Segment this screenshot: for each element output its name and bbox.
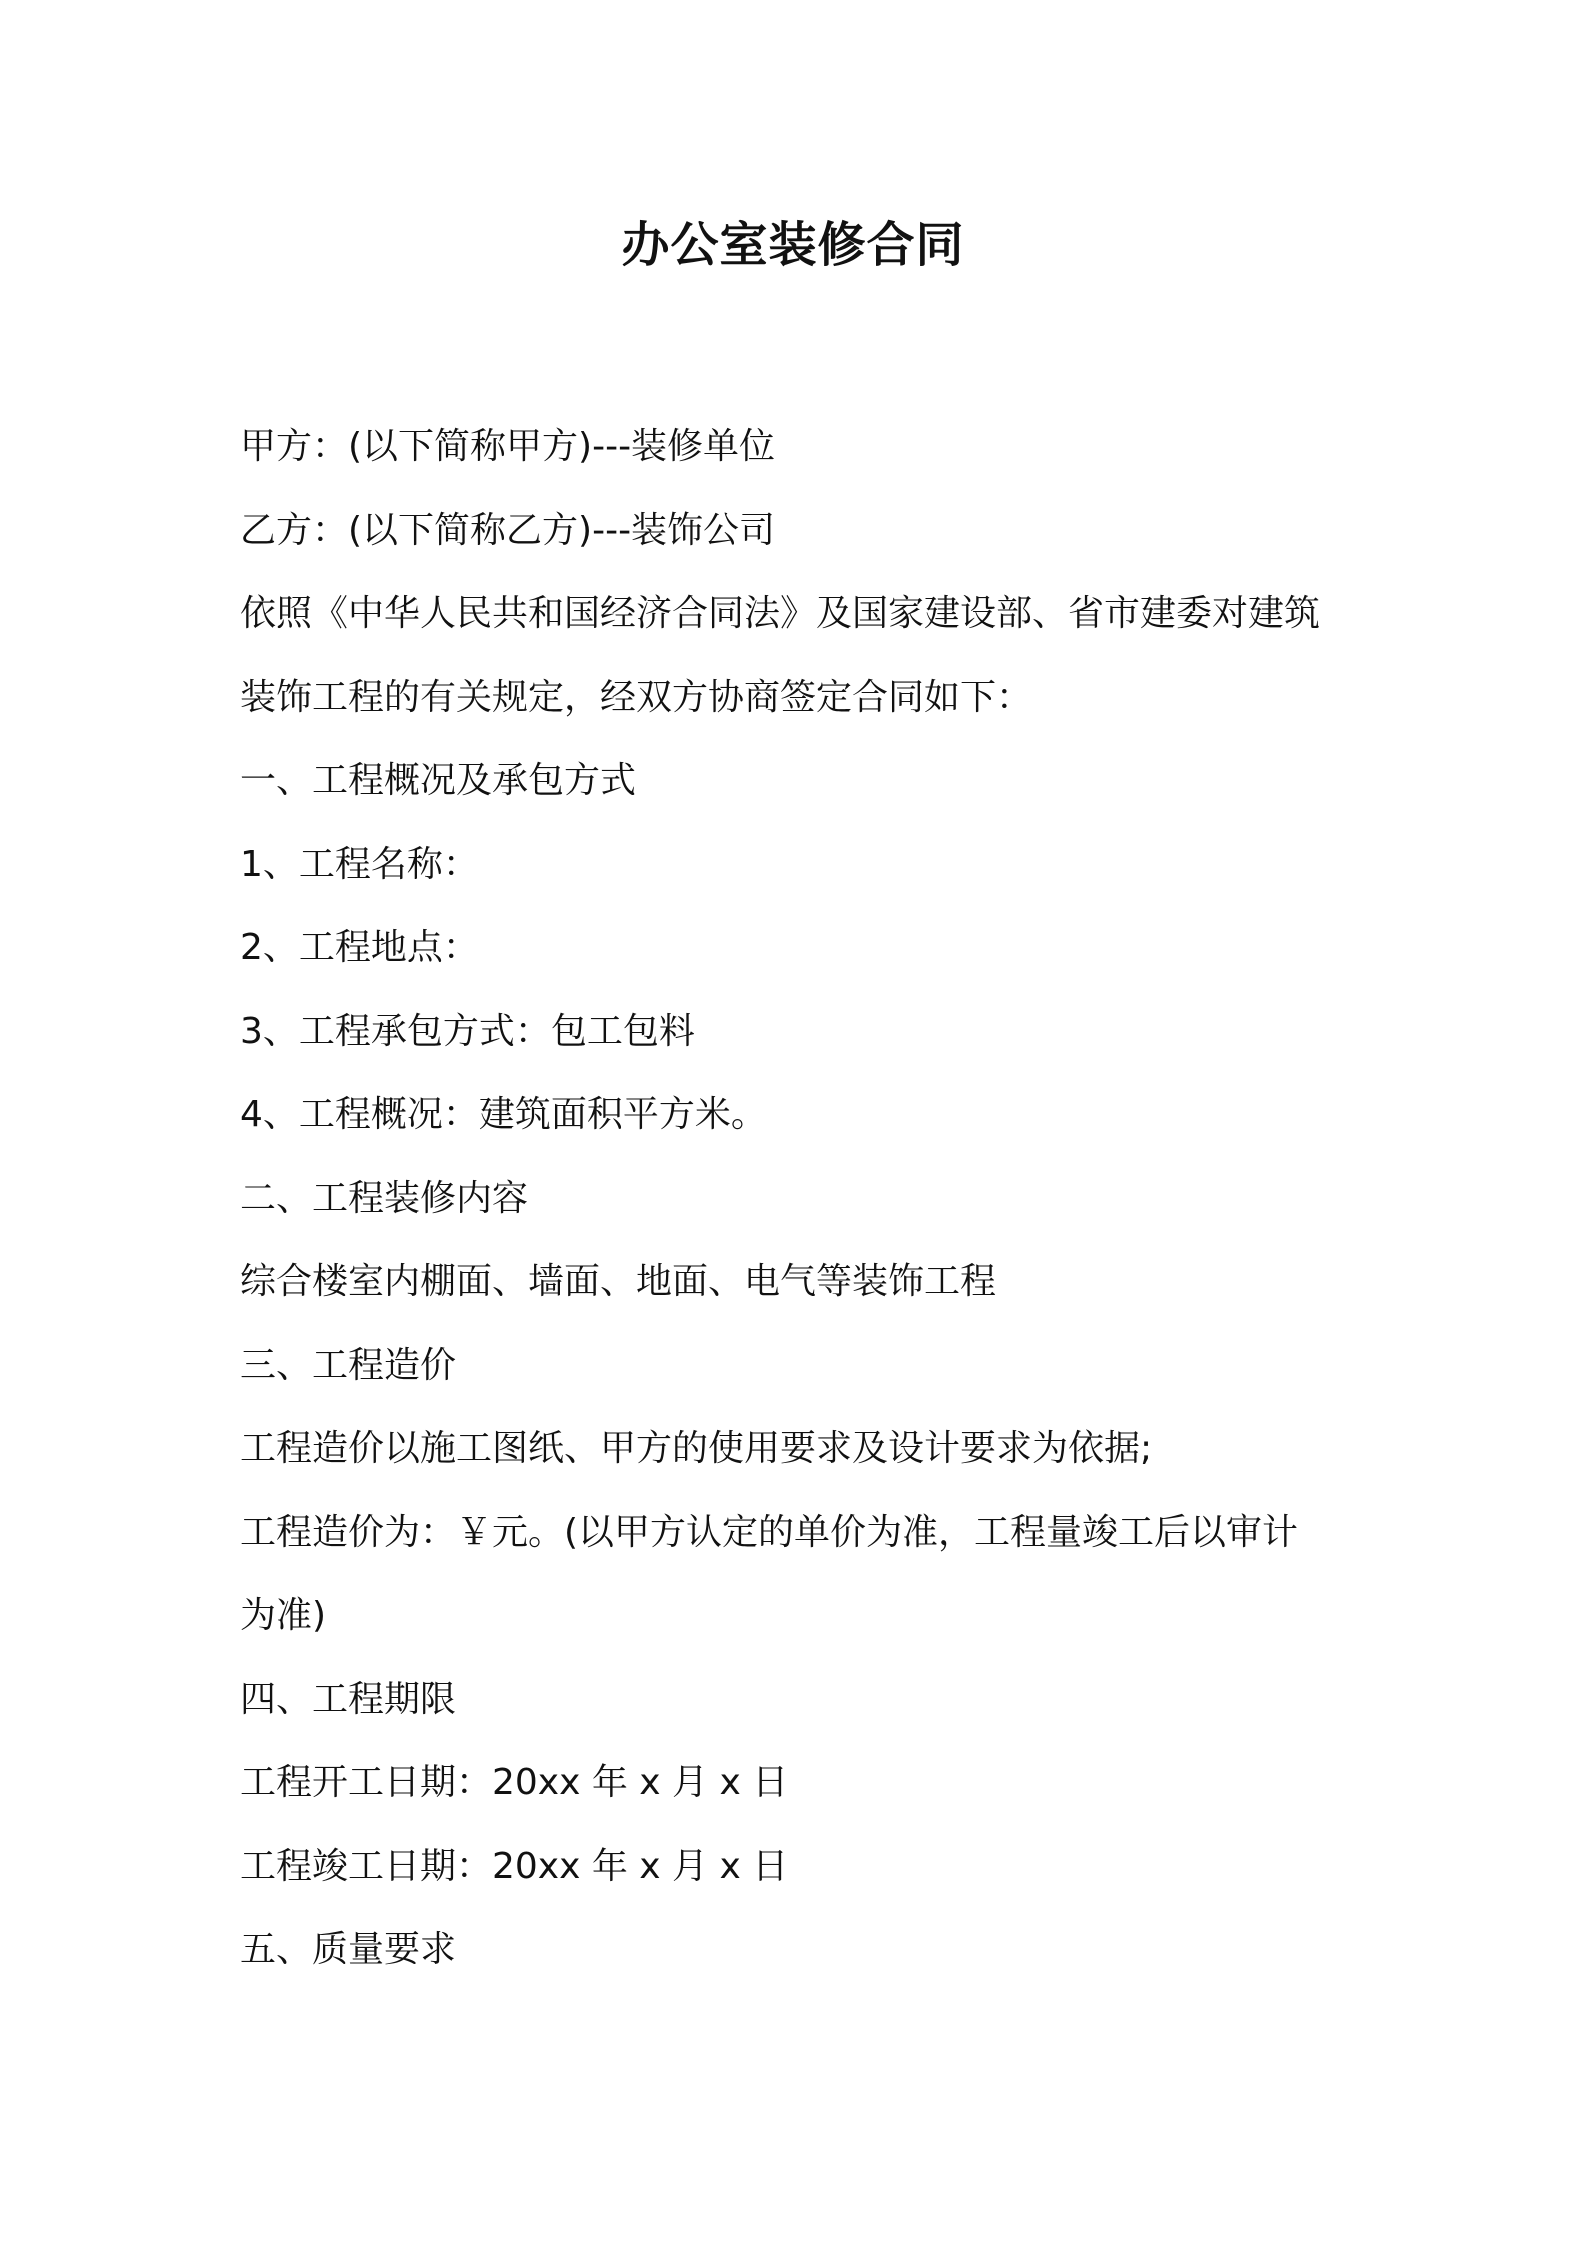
cost-amount-line-1: 工程造价为：￥元。(以甲方认定的单价为准，工程量竣工后以审计 <box>240 1511 1299 1553</box>
contract-method-line: 3、工程承包方式：包工包料 <box>240 1010 695 1052</box>
party-a-line: 甲方：(以下简称甲方)---装修单位 <box>240 426 776 467</box>
party-b-line: 乙方：(以下简称乙方)---装饰公司 <box>240 509 776 551</box>
decoration-content-line: 综合楼室内棚面、墙面、地面、电气等装饰工程 <box>240 1261 997 1302</box>
section-heading-2: 二、工程装修内容 <box>240 1177 529 1219</box>
document-title: 办公室装修合同 <box>621 217 965 273</box>
section-heading-1: 一、工程概况及承包方式 <box>240 760 637 801</box>
project-name-line: 1、工程名称： <box>240 843 479 885</box>
document-body <box>240 405 1360 1992</box>
cost-amount-line-2: 为准) <box>240 1595 327 1636</box>
section-heading-5: 五、质量要求 <box>240 1929 457 1970</box>
completion-date-line: 工程竣工日期：20xx 年 x 月 x 日 <box>240 1845 789 1887</box>
project-location-line: 2、工程地点： <box>240 927 479 968</box>
preamble-line-2: 装饰工程的有关规定，经双方协商签定合同如下： <box>240 676 1033 718</box>
cost-basis-line: 工程造价以施工图纸、甲方的使用要求及设计要求为依据; <box>240 1428 1153 1469</box>
preamble-line-1: 依照《中华人民共和国经济合同法》及国家建设部、省市建委对建筑 <box>240 593 1321 634</box>
project-overview-line: 4、工程概况：建筑面积平方米。 <box>240 1094 767 1135</box>
section-heading-3: 三、工程造价 <box>240 1344 457 1386</box>
section-heading-4: 四、工程期限 <box>240 1678 457 1720</box>
start-date-line: 工程开工日期：20xx 年 x 月 x 日 <box>240 1762 789 1803</box>
